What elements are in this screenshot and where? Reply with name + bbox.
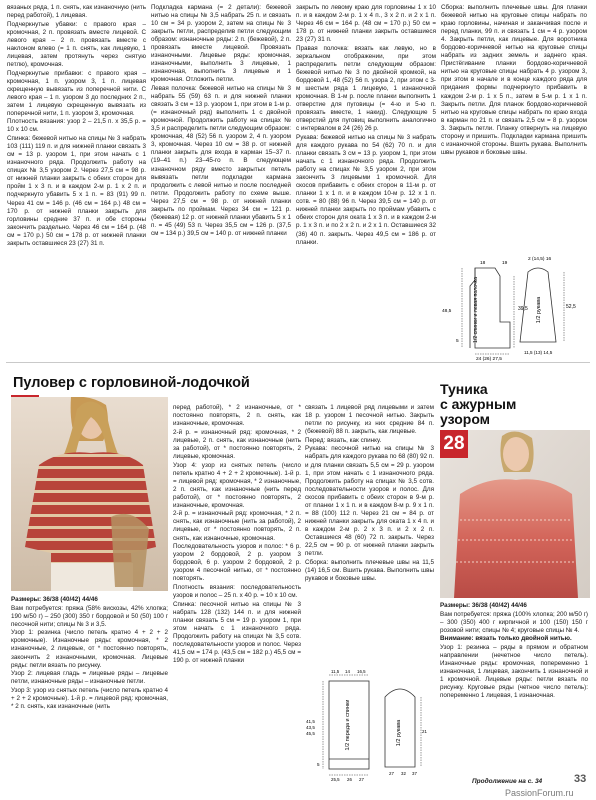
dimension-label: 21 bbox=[422, 729, 427, 734]
top-column-3 bbox=[296, 4, 436, 358]
dimension-label: 19 bbox=[502, 261, 508, 266]
paragraph: Последовательность узоров и полос: * 6 р. узором 2 бордовой, 2 р. узором 3 бордовой, 6 р. узором 2 бордовой, 2 р. узором 4 песочной нитью, от * постоянно повторять. bbox=[173, 543, 301, 583]
pullover-schematic bbox=[305, 667, 435, 782]
title-line: узором bbox=[440, 411, 491, 427]
section-divider bbox=[6, 362, 590, 363]
paragraph: Подчеркнутые прибавки: с правого края – кромочная, 1 п. узором 3, 1 п. лицевая скрещенную вывязать из поперечной нити. С левого края – 1 п. узором 3 до последних 2 п., затем 1 лицевую скрещенную вывязать из поперечной нити, 1 п. узором 3, кромочная. bbox=[7, 69, 146, 117]
paragraph: Правая полочка: вязать как левую, но в зеркальном отображении, при этом распределить петли следующим образом: бежевой нитью № 3 по двойной кромкой, на бордовой 1, 48 (52) 56 п. узора 2, при этом с 3-м шестым ряда 1 лицевую, 1 изнаночной кромочная. В 1-м р. после планки выполнить 1 отверстие для пуговицы (= 4-ю и 5-ю п. провязать вместе, 1 накид). Следующие 5 отверстий для пуговиц выполнить аналогично с интервалом в 24 (26) 26 р. bbox=[296, 44, 436, 133]
dimension-label: 16,5 bbox=[357, 669, 366, 674]
paragraph: Рукава: песочной нитью на спицы № 3 набрать для каждого рукава по 68 (80) 92 п. и для планки связать 5,5 см = 29 р. узором 1, при этом начать с 1 изнаночного ряда. Продолжить работу на спицах № 3,5 сотв. последовательности узоров и полос. Для скосов прибавить с обеих сторон в 9-м р. от планки 1 х 1 п. и в каждом 8-м р. 9 х 1 п. = 88 (100) 112 п. Через 21 см = 84 р. от нижней планки закрыть для оката 1 х 4 п. и в каждом 2-м р. 2 х 3 п. и 2 х 2 п. Оставшиеся 48 (60) 72 п. закрыть. Через 22,5 см = 90 р. от нижней планки закрыть петли. bbox=[305, 445, 434, 558]
dimension-label: 14 bbox=[345, 669, 350, 674]
pattern-1: Узор 1: резинка – ряды в прямом и обратном направлении (нечетное число петель). Изнаночные ряды: кромочная, попеременно 1 изнаночная, 1 лицевая, закончить 1 изнаночной и 1 кромочной. Лицевые ряды: петли вязать по рисунку. Круговые ряды (четное число петель): попеременно 1 лицевая, 1 изнаночная. bbox=[440, 644, 588, 700]
dimension-label: 41,5 bbox=[306, 719, 315, 724]
dimension-label: 5 bbox=[456, 339, 459, 344]
sleeve-label: 1/2 рукава bbox=[396, 719, 402, 747]
title-line: с ажурным bbox=[440, 396, 517, 412]
title-line: Туника bbox=[440, 381, 488, 397]
pattern-27-column-2 bbox=[173, 404, 301, 794]
pattern-27-column-3 bbox=[305, 404, 434, 662]
paragraph: закрыть по левому краю для горловины 1 х 10 п. и в каждом 2-м р. 1 х 4 п., 3 х 2 п. и 2 х 1 п. Через 46 см = 164 р. (48 см = 170 р.) 50 см = 178 р. от нижней планки закрыть оставшиеся 23 (27) 31 п. bbox=[296, 4, 436, 44]
page-number: 33 bbox=[574, 773, 587, 785]
pattern-3: Узор 3: узор из снятых петель (число петель кратно 4 + 2 + 2 кромочные). 1-й р. = лицевой ряд: кромочная, * 2 п. снять, как изнаночные (нить bbox=[11, 686, 168, 710]
pattern-28-number-badge: 28 bbox=[440, 430, 468, 458]
attention: Внимание: вязать только двойной нитью. bbox=[440, 635, 572, 643]
pattern-1: Узор 1: резинка (число петель кратно 4 + 2 + 2 кромочные). Изнаночные ряды: кромочная, * 2 изнаночные, 2 лицевые, от * постоянно повторять, закончить 2 изнаночными, кромочная. Лицевые ряды: петли вязать по рисунку. bbox=[11, 629, 168, 669]
pattern-2: Узор 2: лицевая гладь = лицевые ряды – лицевые петли, изнаночные ряды – изнаночные петли. bbox=[11, 670, 168, 686]
pattern-27-photo bbox=[11, 397, 168, 591]
pattern-28-column bbox=[440, 602, 588, 778]
dimension-label: 52,5 bbox=[566, 304, 576, 310]
paragraph: 2-й р. = изнаночный ряд: кромочная, * 2 п. снять, как изнаночные (нить за работой), 2 лицевые, от * постоянно повторять, 2 п. снять, как изнаночные, кромочная. bbox=[173, 510, 301, 542]
paragraph: вязаных ряда, 1 п. снять, как изнаночную (нить перед работой), 1 лицевая. bbox=[7, 4, 146, 20]
paragraph: Сборка: выполнить плечевые швы. Для планки бежевой нитью на круговые спицы набрать по краю горловины, начиная и заканчивая после и перед планки, 99 п. и связать 1 см = 4 р. узором 4. Закрыть петли, как лицевые. Для воротника бордово-коричневой нитью на круговые спицы набрать из задних земель и заднего края. Пристёгивание планки бордово-коричневой нитью на круговые спицы набрать 4 р. узором 3, при этом в начале и в конце каждого ряда для придания формы подчеркнуто прибавить в каждом 2-м р. 1 х 5 п., затем в 5-м р. 1 х 1 п. Закрыть петли. Для планок бордово-коричневой нитью на круговые спицы набрать по краю входа в карман по 21 п. и связать 2,5 см = 8 р. узором 3. Закрыть петли. Планку отвернуть на лицевую сторону и пришить. Подкладки кармана пришить с изнаночной стороны. Вшить рукава. Выполнить швы рукавов и боковые швы. bbox=[441, 4, 587, 156]
paragraph: Спинка: песочной нитью на спицы № 3 набрать 128 (132) 144 п. и для нижней планки связать 5 см = 19 р. узором 1, при этом начать с 1 изнаночного ряда. Продолжить работу на спицах № 3,5 сотв. последовательности узоров и полос. Через 41,5 см = 174 р. (43,5 см = 182 р.) 45,5 см = 190 р. от нижней планки bbox=[173, 600, 301, 665]
dimension-label: 18 bbox=[480, 261, 486, 266]
sleeve-label: 1/2 рукава bbox=[536, 296, 542, 324]
cardigan-schematic bbox=[440, 250, 590, 362]
dimension-label: 25,5 bbox=[331, 777, 340, 782]
paragraph: Плотность вязания: узор 2 – 21,5 п. х 35,5 р. = 10 х 10 см. bbox=[7, 118, 146, 134]
paragraph: 2-й р. = изнаночный ряд: кромочная, * 2 лицевые, 2 п. снять, как изнаночные (нить за работой), от * постоянно повторять, 2 лицевые, кромочная. bbox=[173, 428, 301, 460]
pattern-27-column-1 bbox=[11, 596, 168, 794]
materials: Вам потребуется: пряжа (58% вискозы, 42% хлопка; 190 м/50 г) – 250 (300) 350 г бордовой и 50 (50) 100 г песочной нити; спицы № 3 и 3,5. bbox=[11, 604, 168, 628]
dimension-label: 11,5 (13) 14,5 bbox=[524, 350, 553, 355]
dimension-label: 26 bbox=[347, 777, 352, 782]
watermark-text: PassionForum.ru bbox=[505, 788, 574, 798]
sizes: Размеры: 36/38 (40/42) 44/46 bbox=[440, 602, 527, 609]
paragraph: Подчеркнутые убавки: с правого края – кромочная, 2 п. провязать вместе лицевой. С левого края – 2 п. провязать вместе с наклоном влево (= 1 п. снять, как лицевую, 1 лицевая, затем протянуть через снятую петлю), кромочная. bbox=[7, 20, 146, 68]
sizes: Размеры: 36/38 (40/42) 44/46 bbox=[11, 596, 98, 603]
top-column-1 bbox=[7, 4, 146, 358]
paragraph: Узор 4: узор из снятых петель (число петель кратно 4 + 2 + 2 кромочные). 1-й р. = лицевой ряд: кромочная, * 2 изнаночные, 2 п. снять, как изнаночные (нить перед работой), от * постоянно повторять, 2 изнаночные, кромочная. bbox=[173, 461, 301, 509]
continued-note: Продолжение на с. 34 bbox=[472, 778, 543, 785]
dimension-label: 24 (26) 27,5 bbox=[476, 357, 502, 362]
pattern-28-photo bbox=[440, 430, 590, 598]
paragraph: Плотность вязания: последовательность узоров и полос – 25 п. х 40 р. = 10 х 10 см. bbox=[173, 584, 301, 600]
dimension-label: 45,5 bbox=[306, 731, 315, 736]
dimension-label: 2 (14,5) 16 bbox=[528, 257, 552, 262]
dimension-label: 39,5 bbox=[518, 306, 528, 312]
paragraph: Рукава: бежевой нитью на спицы № 3 набрать для каждого рукава по 54 (62) 70 п. и для планки связать 3 см = 13 р. узором 1, при этом начать с 1 изнаночного ряда. Продолжить работу на спицах № 3,5 узором 2, при этом закончить 3 лицевыми 1 кромочной. Для скосов прибавить с обеих сторон в 11-м р. от планки 1 х 1 п. и в каждом 10-м р. 12 х 1 п. сотв. = 80 (88) 96 п. Через 39,5 см = 140 р. от нижней планки закрыть по проймам убавить с обеих сторон для оката 1 х 3 п. и в каждом 2-м р. 1 х 3 п. и по 2 х 2 п. и 2 х 1 п. Оставшиеся 32 (36) 40 п. закрыть. Через 49,5 см = 186 р. от планки. bbox=[296, 133, 436, 246]
pattern-28-title bbox=[440, 382, 590, 427]
dimension-label: 37 bbox=[412, 771, 417, 776]
dimension-label: 27 bbox=[389, 771, 394, 776]
paragraph: Перед: вязать, как спинку. bbox=[305, 436, 382, 444]
dimension-label: 5 bbox=[317, 762, 320, 767]
pattern-27-title: Пуловер с горловиной-лодочкой bbox=[13, 375, 250, 391]
paragraph: Спинка: бежевой нитью на спицы № 3 набрать 103 (111) 119 п. и для нижней планки связать 3 см = 13 р. узором 1, при этом начать с 1 изнаночного ряда. Продолжить работу на спицах № 3,5 узором 2. Через 27,5 см = 98 р. от нижней планки закрыть с обеих сторон для пройм 1 х 3 п. и в каждом 2-м р. 1 х 2 п. и подчеркнуто убавить 5 х 1 п. = 83 (91) 99 п. Через 41 см = 146 р. (46 см = 164 р.) 48 см = 170 р. от нижней планки закрыть для горловины средние 37 п. и обе стороны закончить раздельно. Через 46 см = 164 р. (48 см = 170 р.) 50 см = 178 р. от нижней планки закрыть оставшиеся 23 (27) 31 п. bbox=[7, 135, 146, 247]
paragraph: Левая полочка: бежевой нитью на спицы № 3 набрать 55 (59) 63 п. и для нижней планки связать 3 см = 13 р. узором 1, при этом в 1-м р. (= изнаночный ряд) выполнить 1 с двойной кромочной. Продолжить работу на спицах № 3,5 и распределить петли следующим образом: кромочная, 48 (52) 56 п. узором 2, 4 п. узором 3, кромочная. Через 10 см = 38 р. от нижней планки закрыть для входа в карман 15–37 п. (19–41 п.) 23–45-го п. В следующем изнаночном ряду вместо закрытых петель вывязать петли подкладки кармана продолжить с левой нитью и после последней петли. Продолжить работу по схеме выше. Через 27,5 см = 98 р. от нижней планки закрыть по проймам. Через 34 см = 121 р. (бежевая) 12 р. от нижней планки убавить 5 х 1 п. = 45 (49) 53 п. Через 35,5 см = 126 р. (37,5 см = 134 р.) 39,5 см = 140 р. от нижней планки bbox=[151, 85, 291, 237]
front-and-back-label: 1/2 переда и спинки bbox=[345, 699, 351, 751]
back-and-left-front-label: 1/2 спинки и левая полочка bbox=[473, 277, 479, 343]
paragraph: Сборка: выполнить плечевые швы на 11,5 (14) 16,5 см. Вшить рукава. Выполнить швы рукавов и боковые швы. bbox=[305, 558, 434, 582]
dimension-label: 32 bbox=[401, 771, 406, 776]
paragraph: Подкладка кармана (= 2 детали): бежевой нитью на спицы № 3,5 набрать 25 п. и связать 10 см = 34 р. узором 2, затем на спицы № 3 закрыть петли, распределив петли следующим образом: изнаночные ряды: 2 п. (бежевой), 2 п. провязать вместе лицевой. Провязать изнаночными. Лицевые ряды: кромочная, изнаночными, выполнить 3 лицевые, 1 изнаночная, выполнить 3 лицевые и 1 кромочная. Отложить петли. bbox=[151, 4, 291, 84]
dimension-label: 43,5 bbox=[306, 725, 315, 730]
dimension-label: 27 bbox=[359, 777, 364, 782]
paragraph: перед работой), * 2 изнаночные, от * постоянно повторять, 2 п. снять, как изнаночные, кромочная. bbox=[173, 404, 301, 428]
materials: Вам потребуется: пряжа (100% хлопка; 200 м/50 г) – 300 (350) 400 г кирпичной и 100 (150) 150 г розовой нити; спицы № 4; круговые спицы № 4. bbox=[440, 610, 588, 634]
dimension-label: 48,5 bbox=[442, 309, 452, 314]
top-column-4 bbox=[441, 4, 587, 248]
paragraph: связать 1 лицевой ряд лицевыми и затем 18 р. узором 1 песочной нитью. Закрыть петли по рисунку, из них средние 84 п. (бежевой) 88 п. закрыть, как лицевые. bbox=[305, 404, 434, 436]
dimension-label: 11,5 bbox=[331, 669, 340, 674]
top-column-2 bbox=[151, 4, 291, 358]
